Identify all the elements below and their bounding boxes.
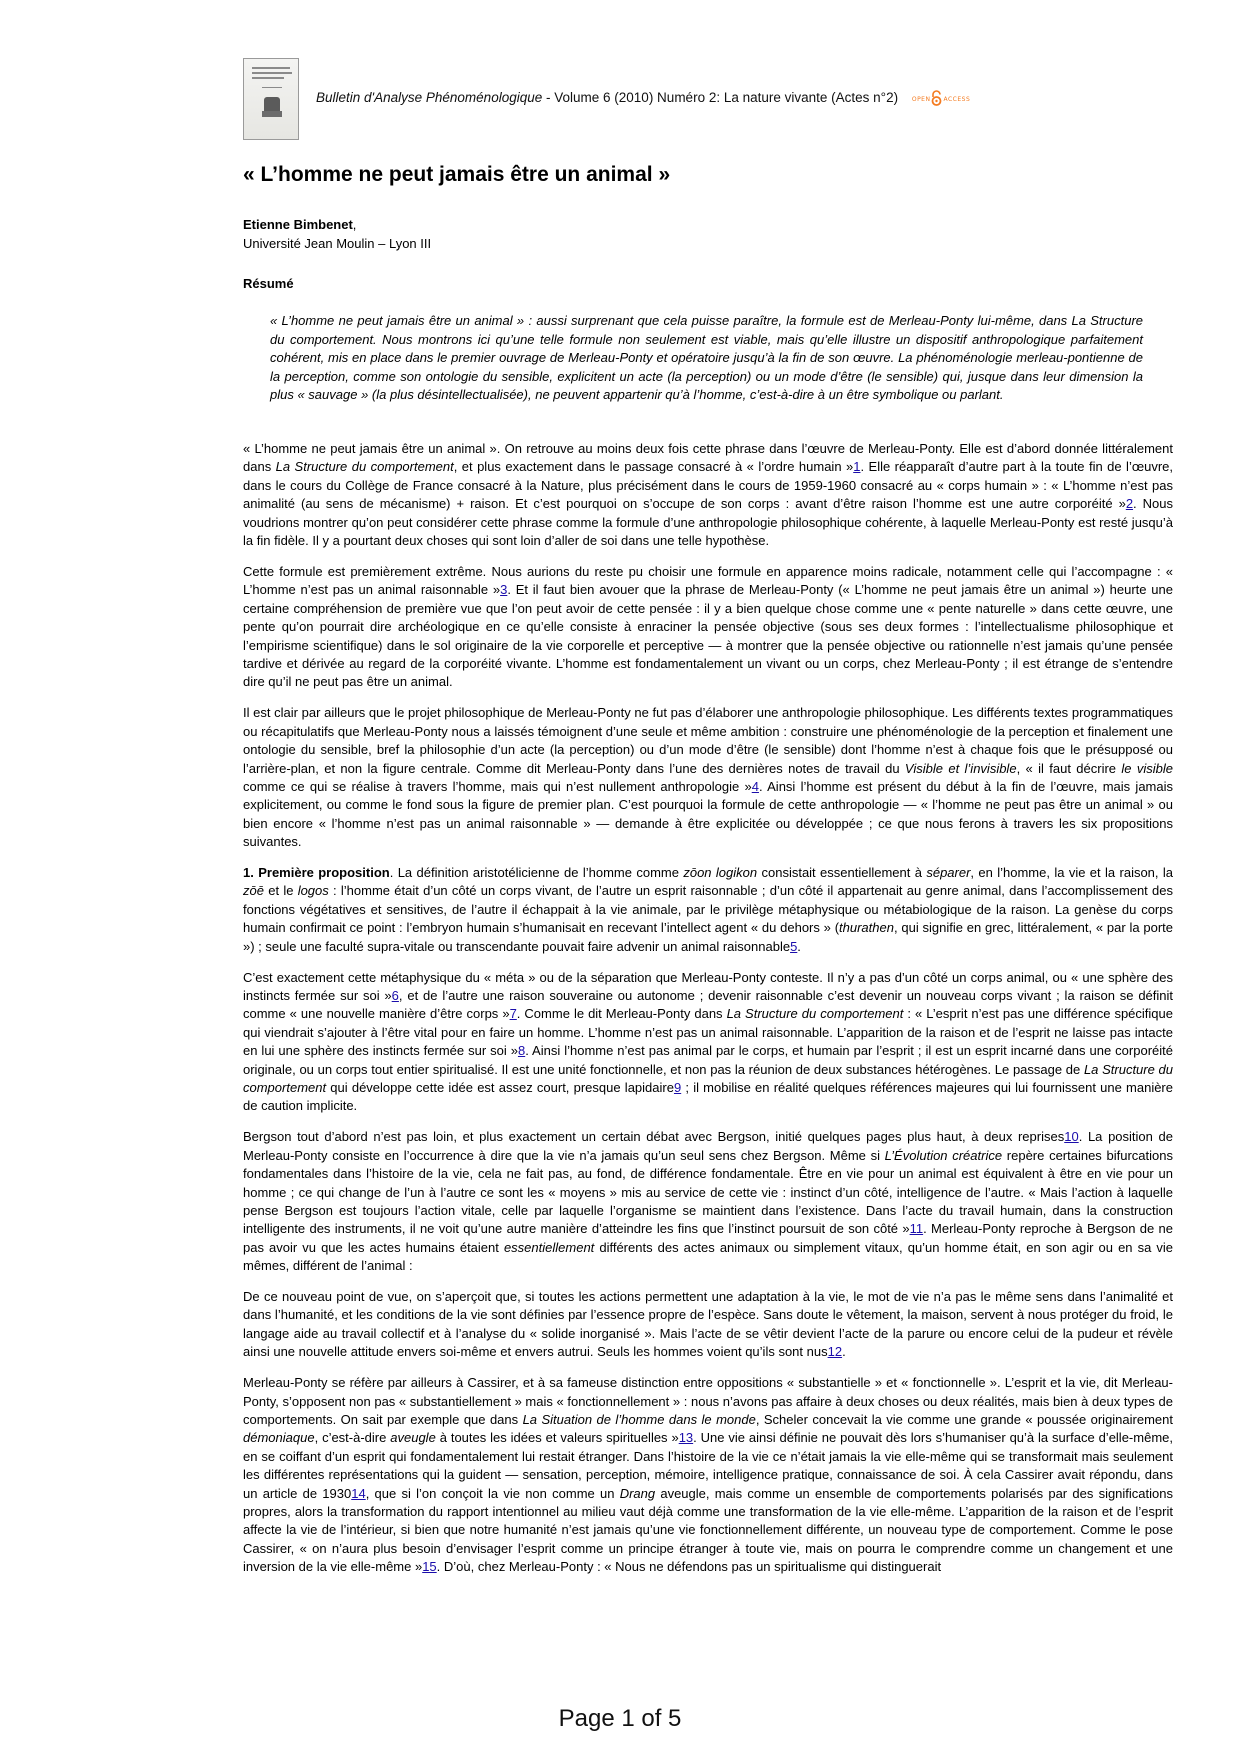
footnote-link[interactable]: 6 — [391, 987, 399, 1003]
body-paragraph: De ce nouveau point de vue, on s’aperçoit que, si toutes les actions permettent une adaptation à la vie, le mot de vie n’a pas le même sens dans l’animalité et dans l’humanité, et les conditions de la vie sont définies par l’essence propre de l’espèce. Sans doute le vêtement, la maison, servent à nous protéger du froid, le langage aide au travail collectif et à l’analyse du « solide inorganisé ». Mais l’acte de se vêtir devient l’acte de la parure ou encore celui de la pudeur et révèle ainsi une nouvelle attitude envers soi-même et envers autrui. Seuls les hommes voient qu’ils sont nus12. — [243, 1289, 1173, 1360]
open-access-badge: OPEN ACCESS — [912, 89, 970, 105]
article-title: « L’homme ne peut jamais être un animal » — [243, 163, 671, 186]
journal-name: Bulletin d'Analyse Phénoménologique — [316, 90, 543, 105]
body-paragraph: 1. Première proposition. La définition aristotélicienne de l’homme comme zōon logikon consistait essentiellement à séparer, en l’homme, la vie et la raison, la zōē et le logos : l’homme était d’un côté un corps vivant, de l’autre un esprit raisonnable ; d’un côté il appartenait au genre animal, dans l’accomplissement des fonctions végétatives et sensitives, de l’autre il échappait à la vie animale, par le privilège métaphysique ou métabiologique de la raison. La genèse du corps humain confirmait ce point : l’embryon humain s’humanisait en recevant l’intellect agent « du dehors » (thurathen, qui signifie en grec, littéralement, « par la porte ») ; seule une faculté supra-vitale ou transcendante pouvait faire advenir un animal raisonnable5. — [243, 865, 1174, 954]
journal-issue: - Volume 6 (2010) Numéro 2: La nature vivante (Actes n°2) — [542, 90, 899, 105]
author-block: Etienne Bimbenet, Université Jean Moulin – Lyon III — [243, 217, 432, 251]
footnote-link[interactable]: 14 — [351, 1485, 366, 1501]
footnote-link[interactable]: 8 — [517, 1043, 526, 1059]
author-affiliation: Université Jean Moulin – Lyon III — [243, 236, 432, 251]
footnote-link[interactable]: 7 — [509, 1006, 517, 1022]
footnote-link[interactable]: 15 — [422, 1559, 437, 1575]
footnote-link[interactable]: 2 — [1125, 496, 1134, 512]
body-paragraph: Cette formule est premièrement extrême. Nous aurions du reste pu choisir une formule en apparence moins radicale, notamment celle qui l’accompagne : « L’homme n’est pas un animal raisonnable »3. Et il faut bien avouer que la phrase de Merleau-Ponty (« L’homme ne peut jamais être un animal ») heurte une certaine compréhension de première vue que l’on peut avoir de cette pensée : il y a bien quelque chose comme une « pente naturelle » dans cette œuvre, une pente qu’on pourrait dire archéologique en ce qu’elle consiste à enraciner la pensée objective (sous ses deux formes : l’intellectualisme philosophique et l’empirisme scientifique) dans le sol originaire de la vie corporelle et perceptive — à montrer que la pensée objective ou rationnelle n’est jamais qu’une pensée tardive et dérivée au regard de la corporéité vivante. L’homme est fondamentalement un vivant ou un corps, chez Merleau-Ponty ; il est étrange de s’entendre dire qu’il ne peut pas être un animal. — [243, 563, 1173, 690]
journal-cover-thumbnail[interactable] — [243, 58, 299, 140]
body-paragraph: « L’homme ne peut jamais être un animal ». On retrouve au moins deux fois cette phrase dans l’œuvre de Merleau-Ponty. Elle est d’abord donnée littéralement dans La Structure du comportement, et plus exactement dans le passage consacré à « l’ordre humain »1. Elle réapparaît d’autre part à la toute fin de l’œuvre, dans le cours du Collège de France consacré à la Nature, plus précisément dans le cours de 1959-1960 consacré au « corps humain » : « L’homme n’est pas animalité (au sens de mécanisme) + raison. Et c’est pourquoi on s’occupe de son corps : avant d’être raison l’homme est une autre corporéité »2. Nous voudrions montrer qu’on peut considérer cette phrase comme la formule d’une anthropologie philosophique cohérente, à laquelle Merleau-Ponty est resté jusqu’à la fin fidèle. Il y a pourtant deux choses qui sont loin d’aller de soi dans une telle hypothèse. — [243, 441, 1174, 549]
author-name: Etienne Bimbenet — [243, 217, 353, 232]
body-paragraph: Bergson tout d’abord n’est pas loin, et plus exactement un certain débat avec Bergson, initié quelques pages plus haut, à deux reprises10. La position de Merleau-Ponty consiste en l’occurrence à dire que la vie n’a jamais qu’un seul sens chez Bergson. Même si L’Évolution créatrice repère certaines bifurcations fondamentales dans l’histoire de la vie, cela ne fait pas, au fond, de différence fondamentale. Être en vie pour un animal est équivalent à être en vie pour un homme ; ce qui change de l’un à l’autre ce sont les « moyens » mis au service de cette vie : instinct d’un côté, intelligence de l’autre. « Mais l’action à laquelle pense Bergson est toujours l’action vitale, celle par laquelle l’organisme se maintient dans l’existence. Dans l’acte du travail humain, dans la construction intelligente des instruments, il ne voit qu’une autre manière d’atteindre les fins que l’instinct poursuit de son côté »11. Merleau-Ponty reproche à Bergson de ne pas avoir vu que les actes humains étaient essentiellement différents des actes animaux ou simplement vitaux, qu’un homme était, en son agir ou en sa vie mêmes, différent de l’animal : — [243, 1129, 1174, 1274]
article-body — [243, 440, 1173, 1589]
footnote-link[interactable]: 10 — [1064, 1129, 1079, 1145]
footnote-link[interactable]: 11 — [909, 1221, 924, 1237]
footnote-link[interactable]: 13 — [678, 1430, 694, 1446]
footnote-link[interactable]: 3 — [500, 582, 508, 598]
footnote-link[interactable]: 4 — [751, 778, 759, 794]
footnote-link[interactable]: 1 — [853, 459, 861, 475]
footnote-link[interactable]: 9 — [673, 1080, 682, 1095]
footnote-link[interactable]: 5 — [790, 938, 798, 954]
journal-header — [243, 58, 1143, 143]
abstract-heading: Résumé — [243, 276, 294, 291]
journal-citation — [316, 90, 970, 107]
open-lock-icon — [931, 90, 942, 106]
abstract-text: « L’homme ne peut jamais être un animal » : aussi surprenant que cela puisse paraître, la formule est de Merleau-Ponty lui-même, dans La Structure du comportement. Nous montrons ici qu’une telle formule non seulement est viable, mais qu’elle illustre un dispositif anthropologique parfaitement cohérent, mis en place dans le premier ouvrage de Merleau-Ponty et opératoire jusqu’à la fin de son œuvre. La phénoménologie merleau-pontienne de la perception, comme son ontologie du sensible, explicitent un acte (la perception) ou un mode d’être (le sensible) qui, jusque dans leur dimension la plus « sauvage » (la plus désintellectualisée), ne peuvent appartenir qu’à l’homme, c’est-à-dire à un être symbolique ou parlant. — [270, 313, 1143, 402]
body-paragraph: C’est exactement cette métaphysique du « méta » ou de la séparation que Merleau-Ponty conteste. Il n’y a pas d’un côté un corps animal, ou « une sphère des instincts fermée sur soi »6, et de l’autre une raison souveraine ou autonome ; devenir raisonnable c’est devenir un nouveau corps vivant ; la raison se définit comme « une nouvelle manière d’être corps »7. Comme le dit Merleau-Ponty dans La Structure du comportement : « L’esprit n’est pas une différence spécifique qui viendrait s’ajouter à l’être vital pour en faire un homme. L’homme n’est pas un animal raisonnable. L’apparition de la raison et de l’esprit ne laisse pas intacte en lui une sphère des instincts fermée sur soi »8. Ainsi l’homme n’est pas animal par le corps, et humain par l’esprit ; il est un esprit incarné dans une corporéité originale, ou un corps tout entier spiritualisé. Il est une unité fonctionnelle, et non pas la réunion de deux substances hétérogènes. Le passage de La Structure du comportement qui développe cette idée est assez court, presque lapidaire9 ; il mobilise en réalité quelques références majeures qui lui fournissent une manière de caution implicite. — [243, 969, 1174, 1114]
footnote-link[interactable]: 12 — [827, 1344, 843, 1360]
body-paragraph: Il est clair par ailleurs que le projet philosophique de Merleau-Ponty ne fut pas d’élaborer une anthropologie philosophique. Les différents textes programmatiques ou récapitulatifs que Merleau-Ponty nous a laissés témoignent d’une seule et même ambition : construire une phénoménologie de la perception et finalement une ontologie du sensible, bref la philosophie d’un acte (la perception) ou d’un mode d’être (le sensible) dont l’homme n’est à chaque fois que le présupposé ou l’arrière-plan, et non la figure centrale. Comme dit Merleau-Ponty dans l’une des dernières notes de travail du Visible et l’invisible, « il faut décrire le visible comme ce qui se réalise à travers l’homme, mais qui n’est nullement anthropologie »4. Ainsi l’homme est présent du début à la fin de l’œuvre, mais jamais explicitement, ou comme le fond sous la figure de premier plan. C’est pourquoi la formule de cette anthropologie — « l’homme ne peut pas être un animal » ou bien encore « l’homme n’est pas un animal raisonnable » — demande à être explicitée ou développée ; ce que nous ferons à travers les six propositions suivantes. — [243, 705, 1173, 850]
page-number: Page 1 of 5 — [558, 1705, 682, 1732]
body-paragraph: Merleau-Ponty se réfère par ailleurs à Cassirer, et à sa fameuse distinction entre oppositions « substantielle » et « fonctionnelle ». L’esprit et la vie, dit Merleau-Ponty, s’opposent non pas « substantiellement » mais « fonctionnellement » : nous n’avons pas affaire à deux choses ou deux réalités, mais bien à deux types de comportements. On sait par exemple que dans La Situation de l’homme dans le monde, Scheler concevait la vie comme une grande « poussée originairement démoniaque, c’est-à-dire aveugle à toutes les idées et valeurs spirituelles »13. Une vie ainsi définie ne pouvait dès lors s’humaniser qu’à la surface d’elle-même, en se coiffant d’un esprit qui fondamentalement lui restait étranger. Dans l’histoire de la vie ce n’était jamais la vie elle-même qui se transformait mais seulement les différentes représentations qui la guident — sensation, perception, mémoire, intelligence pratique, connaissance de soi. À cela Cassirer avait répondu, dans un article de 193014, que si l’on conçoit la vie non comme un Drang aveugle, mais comme un ensemble de comportements polarisés par des significations propres, alors la transformation du rapport intentionnel au milieu vaut déjà comme une transformation de la vie elle-même. L’apparition de la raison et de l’esprit affecte la vie de l’intérieur, si bien que notre humanité n’est jamais qu’une vie fonctionnellement différente, un nouveau type de comportement. Comme le pose Cassirer, « on n’aura plus besoin d’envisager l’esprit comme un principe étranger à toute vie, mais on pourra le comprendre comme un changement et une inversion de la vie elle-même »15. D’où, chez Merleau-Ponty : « Nous ne défendons pas un spiritualisme qui distinguerait — [243, 1375, 1173, 1575]
